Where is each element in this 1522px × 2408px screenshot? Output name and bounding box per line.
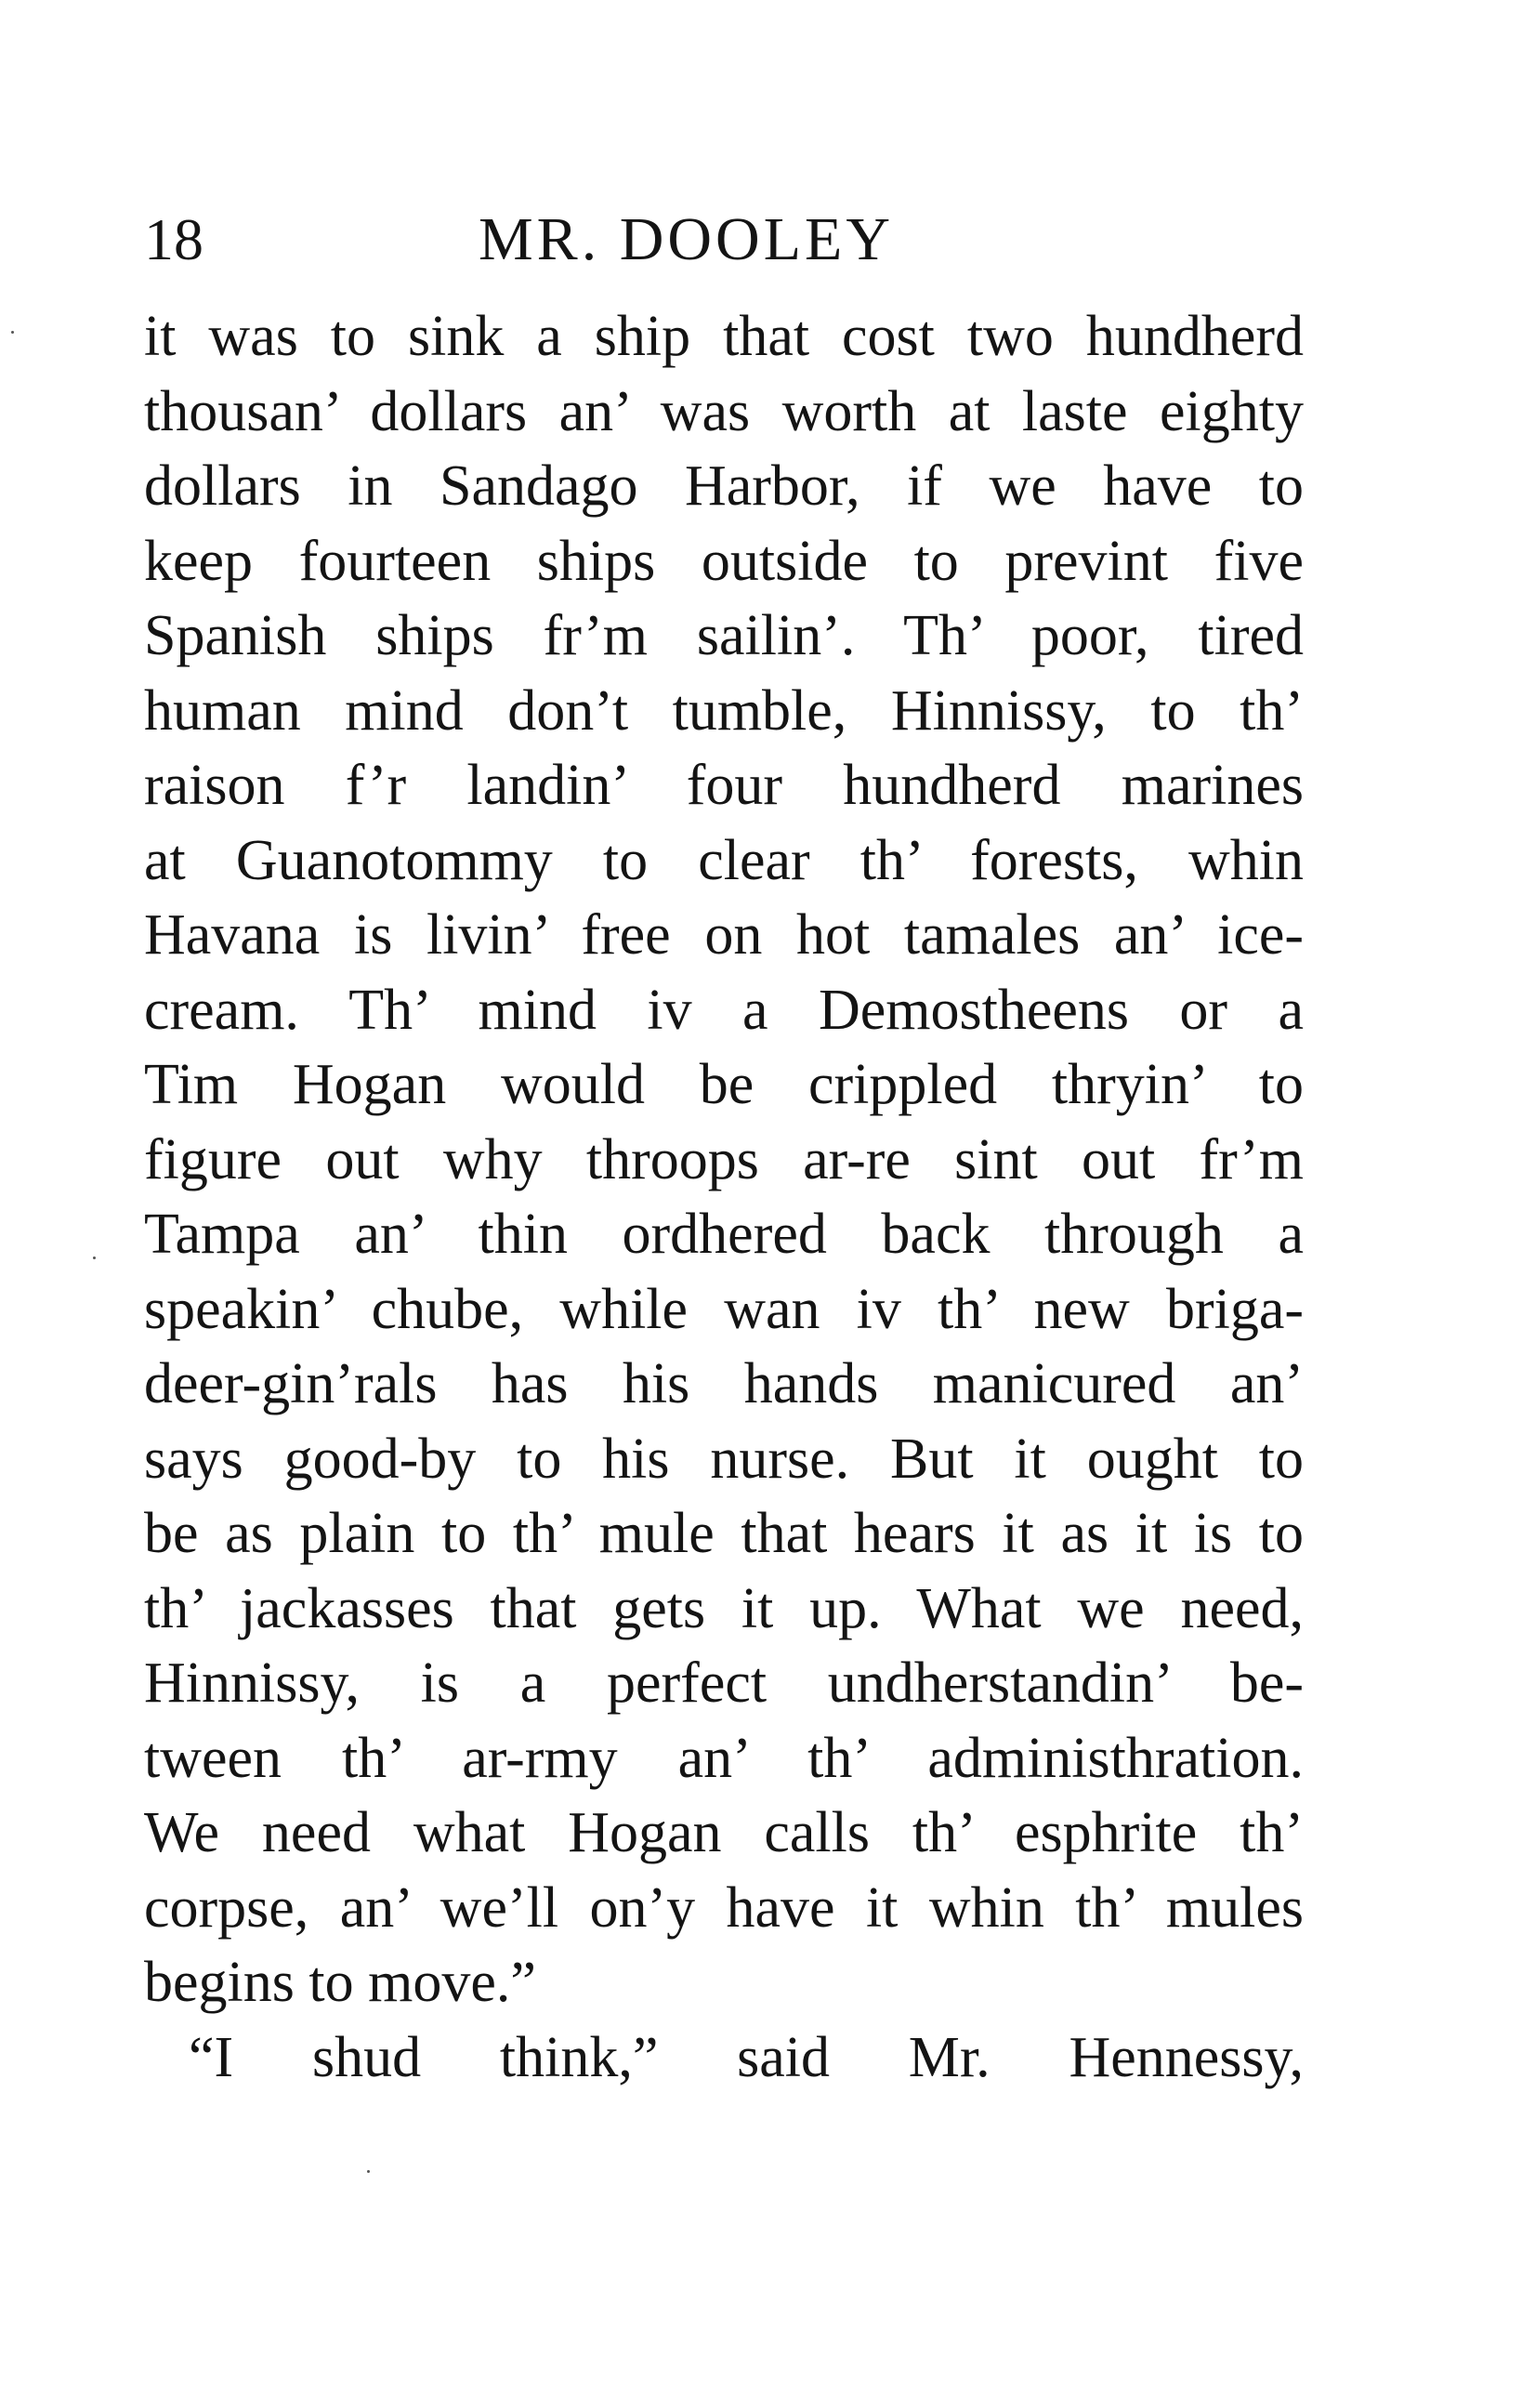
text-line: raison f’r landin’ four hundherd marines (144, 754, 1304, 817)
paragraph-start-line: “I shud think,” said Mr. Hennessy, (189, 2025, 1304, 2089)
text-line: thousan’ dollars an’ was worth at laste eighty (144, 379, 1304, 443)
text-line: speakin’ chube, while wan iv th’ new briga- (144, 1277, 1304, 1341)
text-line: at Guanotommy to clear th’ forests, whin (144, 828, 1304, 892)
text-line: corpse, an’ we’ll on’y have it whin th’ mules (144, 1875, 1304, 1940)
text-line: dollars in Sandago Harbor, if we have to (144, 454, 1304, 518)
text-line: keep fourteen ships outside to prevint five (144, 529, 1304, 593)
text-line: We need what Hogan calls th’ esphrite th’ (144, 1801, 1304, 1864)
page-number: 18 (144, 206, 203, 272)
text-line: be as plain to th’ mule that hears it as it is to (144, 1502, 1304, 1565)
text-line: cream. Th’ mind iv a Demostheens or a (144, 978, 1304, 1042)
text-line: says good-by to his nurse. But it ought to (144, 1427, 1304, 1491)
paper-speck (11, 331, 14, 334)
paper-speck (93, 1257, 96, 1259)
text-line: human mind don’t tumble, Hinnissy, to th’ (144, 678, 1304, 743)
text-line: tween th’ ar-rmy an’ th’ administhration. (144, 1726, 1304, 1790)
text-line: deer-gin’rals has his hands manicured an’ (144, 1352, 1304, 1415)
running-head: MR. DOOLEY (479, 205, 894, 273)
paper-speck (367, 2170, 370, 2173)
text-line: Spanish ships fr’m sailin’. Th’ poor, tired (144, 604, 1304, 667)
text-line: th’ jackasses that gets it up. What we need, (144, 1576, 1304, 1640)
text-line: Tim Hogan would be crippled thryin’ to (144, 1053, 1304, 1116)
text-line: it was to sink a ship that cost two hundherd (144, 305, 1304, 368)
text-line: figure out why throops ar-re sint out fr’m (144, 1127, 1304, 1191)
text-line: Havana is livin’ free on hot tamales an’ ice- (144, 903, 1304, 967)
page-header (0, 203, 1522, 277)
body-text (144, 299, 1304, 2095)
text-line: Hinnissy, is a perfect undherstandin’ be- (144, 1651, 1304, 1715)
paragraph-end-line: begins to move.” (144, 1951, 536, 2014)
text-line: Tampa an’ thin ordhered back through a (144, 1203, 1304, 1266)
